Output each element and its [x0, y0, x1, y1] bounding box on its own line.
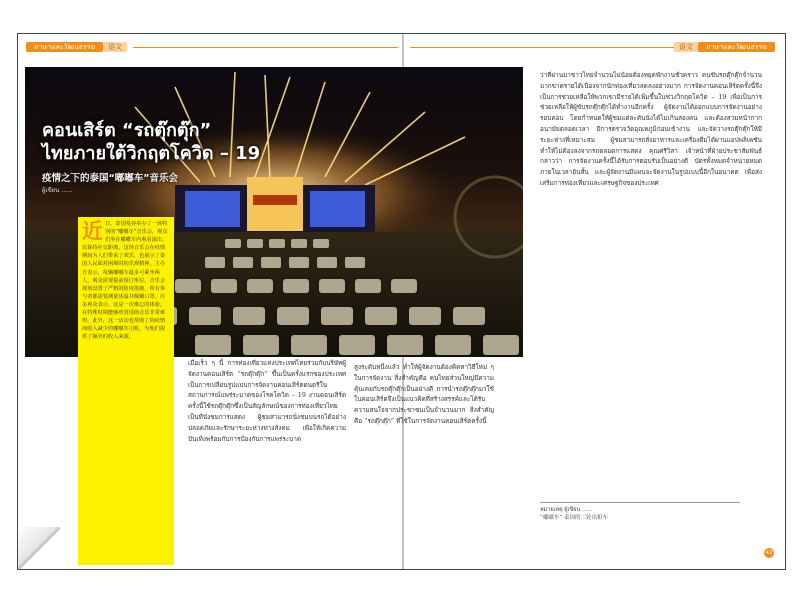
section-tag-left: 语文: [103, 42, 127, 52]
footnote-line-1: หมายเหตุ ผู้เขียน ......: [540, 507, 593, 513]
section-label-left: ภาษาและวัฒนธรรม: [26, 42, 103, 52]
footnote: [540, 502, 740, 522]
title-line-1: คอนเสิร์ต “รถตุ๊กตุ๊ก”: [42, 120, 212, 141]
page-curl: [18, 527, 60, 569]
chinese-summary-box: [78, 217, 174, 565]
body-column-left: เมื่อเร็ว ๆ นี้ การท่องเที่ยวแห่งประเทศไทยร่วมกับบริษัทผู้จัดงานคอนเสิร์ต “รถตุ๊กตุ๊ก” ขึ้นเป็นครั้งแรกของประเทศ เป็นการเปลี่ยนรูปแบบการจัดงานคอนเสิร์ตดนตรีในสถานการณ์แพร่ระบาดของโรคโควิด – 19 งานคอนเสิร์ตครั้งนี้ใช้รถตุ๊กตุ๊กซึ่งเป็นสัญลักษณ์ของการท่องเที่ยวไทยเป็นที่นั่งชมการแสดง ผู้ชมสามารถนั่งชมบนรถได้อย่างปลอดภัยและรักษาระยะห่างทางสังคม เพื่อให้เกิดความบันเทิงพร้อมกับการป้องกันการแพร่ระบาด: [188, 359, 346, 443]
dropcap: 近: [82, 219, 103, 243]
header-right: [674, 42, 775, 52]
page-number: 42: [765, 550, 773, 556]
chinese-title: 疫情之下的泰国“嘟嘟车”音乐会: [42, 173, 178, 184]
body-column-middle: สูงระดับหนึ่งแล้ว ทำให้ผู้จัดงานต้องคิดหาวิธีใหม่ ๆ ในการจัดงาน สิ่งสำคัญคือ คนไทยส่วนใหญ่มีความคุ้นเคยกับรถตุ๊กตุ๊กเป็นอย่างดี การนำรถตุ๊กตุ๊กมาใช้ในคอนเสิร์ตจึงเป็นแนวคิดที่สร้างสรรค์และได้รับความสนใจจากประชาชนเป็นจำนวนมาก สิ่งสำคัญคือ “รถตุ๊กตุ๊ก” ที่ใช้ในการจัดงานคอนเสิร์ตครั้งนี้: [354, 363, 494, 425]
footnote-line-2: “嘟嘟车” 泰国的三轮出租车: [540, 515, 608, 521]
section-tag-right: 语文: [674, 42, 698, 52]
header-rule-right: [410, 47, 695, 48]
body-column-right: ว่าที่ผ่านมาชาวไทยจำนวนไม่น้อยต้องหยุดพักงานชั่วคราว คนขับรถตุ๊กตุ๊กจำนวนมากขาดรายได้เนื่องจากนักท่องเที่ยวลดลงอย่างมาก การจัดงานคอนเสิร์ตครั้งนี้จึงเป็นการช่วยเหลือให้พวกเขามีรายได้เพิ่มขึ้นในช่วงวิกฤตโควิด – 19 เพื่อเป็นการช่วยเหลือให้ผู้ขับรถตุ๊กตุ๊กได้ทำงานอีกครั้ง ผู้จัดงานได้ออกแบบการจัดงานอย่างรอบคอบ โดยกำหนดให้ผู้ชมแต่ละคันนั่งได้ไม่เกินสองคน และต้องสวมหน้ากากอนามัยตลอดเวลา มีการตรวจวัดอุณหภูมิก่อนเข้างาน และจัดวางรถตุ๊กตุ๊กให้มีระยะห่างที่เหมาะสม ผู้ชมสามารถสั่งอาหารและเครื่องดื่มได้ผ่านแอปพลิเคชัน ทำให้ไม่ต้องลงจากรถตลอดการแสดง คุณศรีวิสา เจ้าหน้าที่ฝ่ายประชาสัมพันธ์กล่าวว่า การจัดงานครั้งนี้ได้รับการตอบรับเป็นอย่างดี บัตรทั้งหมดจำหน่ายหมดภายในเวลาอันสั้น และผู้จัดงานมีแผนจะจัดงานในรูปแบบนี้อีกในอนาคต เพื่อส่งเสริมการท่องเที่ยวและเศรษฐกิจของประเทศ: [540, 71, 762, 187]
chinese-summary-text: 日，泰国曼谷举办了一场特别的“嘟嘟车”音乐会，观众们坐在嘟嘟车内观看演出，以保持社交距离。这场音乐会在疫情期间为人们带来了欢乐，也展示了泰国人民面对困境时的乐观精神。主办方表示，每辆嘟嘟车最多可乘坐两人，观众需要提前预订座位。音乐会现场设置了严格的防疫措施，所有参与者都需要测量体温并佩戴口罩。许多观众表示，这是一次难忘的体验，在特殊时期能够欣赏现场音乐非常难得。此外，这一活动也帮助了因疫情而收入减少的嘟嘟车司机，为他们提供了额外的收入来源。: [82, 221, 168, 341]
title-line-2: ไทยภายใต้วิกฤตโควิด – 19: [42, 143, 261, 164]
article-title: [42, 119, 312, 165]
section-label-right: ภาษาและวัฒนธรรม: [698, 42, 775, 52]
author-credit: ผู้เขียน ......: [42, 187, 73, 194]
header-rule-left: [133, 47, 398, 48]
magazine-spread: [17, 33, 786, 570]
header-left: [26, 42, 127, 52]
